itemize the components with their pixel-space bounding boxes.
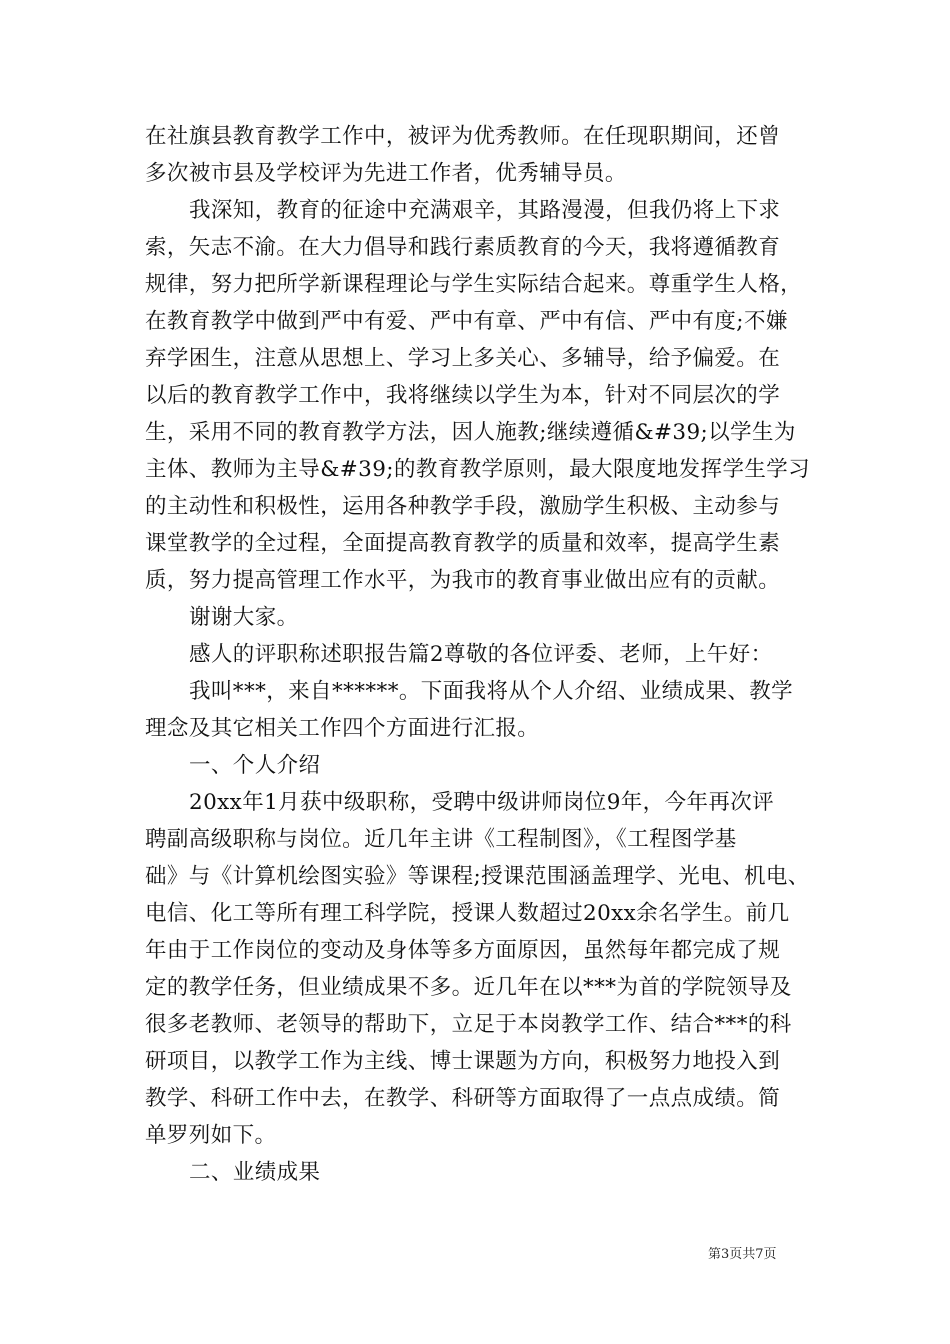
closing-line: 谢谢大家。 bbox=[189, 605, 299, 630]
body-text-line: 年由于工作岗位的变动及身体等多方面原因，虽然每年都完成了规 bbox=[145, 938, 781, 963]
section-title-line: 感人的评职称述职报告篇2尊敬的各位评委、老师，上午好： bbox=[189, 642, 773, 667]
body-text-line: 质，努力提高管理工作水平，为我市的教育事业做出应有的贡献。 bbox=[145, 568, 781, 593]
body-text-line: 教学、科研工作中去，在教学、科研等方面取得了一点点成绩。简 bbox=[145, 1086, 781, 1111]
body-text-line: 在教育教学中做到严中有爱、严中有章、严中有信、严中有度;不嫌 bbox=[145, 309, 788, 334]
paragraph-first-line: 我叫***，来自******。下面我将从个人介绍、业绩成果、教学 bbox=[189, 679, 794, 704]
body-text-line: 很多老教师、老领导的帮助下，立足于本岗教学工作、结合***的科 bbox=[145, 1012, 792, 1037]
body-text-line: 理念及其它相关工作四个方面进行汇报。 bbox=[145, 716, 540, 741]
body-text-line: 课堂教学的全过程，全面提高教育教学的质量和效率，提高学生素 bbox=[145, 531, 781, 556]
body-text-line: 定的教学任务，但业绩成果不多。近几年在以***为首的学院领导及 bbox=[145, 975, 792, 1000]
body-text-line: 研项目，以教学工作为主线、博士课题为方向，积极努力地投入到 bbox=[145, 1049, 781, 1074]
body-text-line: 础》与《计算机绘图实验》等课程;授课范围涵盖理学、光电、机电、 bbox=[145, 864, 810, 889]
body-text-line: 单罗列如下。 bbox=[145, 1123, 277, 1148]
paragraph-first-line: 我深知，教育的征途中充满艰辛，其路漫漫，但我仍将上下求 bbox=[189, 198, 781, 223]
paragraph-first-line: 20xx年1月获中级职称，受聘中级讲师岗位9年，今年再次评 bbox=[189, 790, 775, 815]
body-text-line: 以后的教育教学工作中，我将继续以学生为本，针对不同层次的学 bbox=[145, 383, 781, 408]
body-text-line: 多次被市县及学校评为先进工作者，优秀辅导员。 bbox=[145, 161, 627, 186]
body-text-line: 规律，努力把所学新课程理论与学生实际结合起来。尊重学生人格， bbox=[145, 272, 803, 297]
body-text-line: 的主动性和积极性，运用各种教学手段，激励学生积极、主动参与 bbox=[145, 494, 781, 519]
section-heading: 二、业绩成果 bbox=[189, 1160, 321, 1185]
body-text-line: 生，采用不同的教育教学方法，因人施教;继续遵循&#39;以学生为 bbox=[145, 420, 796, 445]
body-text-line: 主体、教师为主导&#39;的教育教学原则，最大限度地发挥学生学习 bbox=[145, 457, 811, 482]
section-heading: 一、个人介绍 bbox=[189, 753, 321, 778]
body-text-line: 在社旗县教育教学工作中，被评为优秀教师。在任现职期间，还曾 bbox=[145, 124, 781, 149]
body-text-line: 弃学困生，注意从思想上、学习上多关心、多辅导，给予偏爱。在 bbox=[145, 346, 781, 371]
page-number-footer: 第3页共7页 bbox=[708, 1247, 777, 1262]
body-text-line: 聘副高级职称与岗位。近几年主讲《工程制图》，《工程图学基 bbox=[145, 827, 737, 852]
body-text-line: 索，矢志不渝。在大力倡导和践行素质教育的今天，我将遵循教育 bbox=[145, 235, 781, 260]
body-text-line: 电信、化工等所有理工科学院，授课人数超过20xx余名学生。前几 bbox=[145, 901, 790, 926]
